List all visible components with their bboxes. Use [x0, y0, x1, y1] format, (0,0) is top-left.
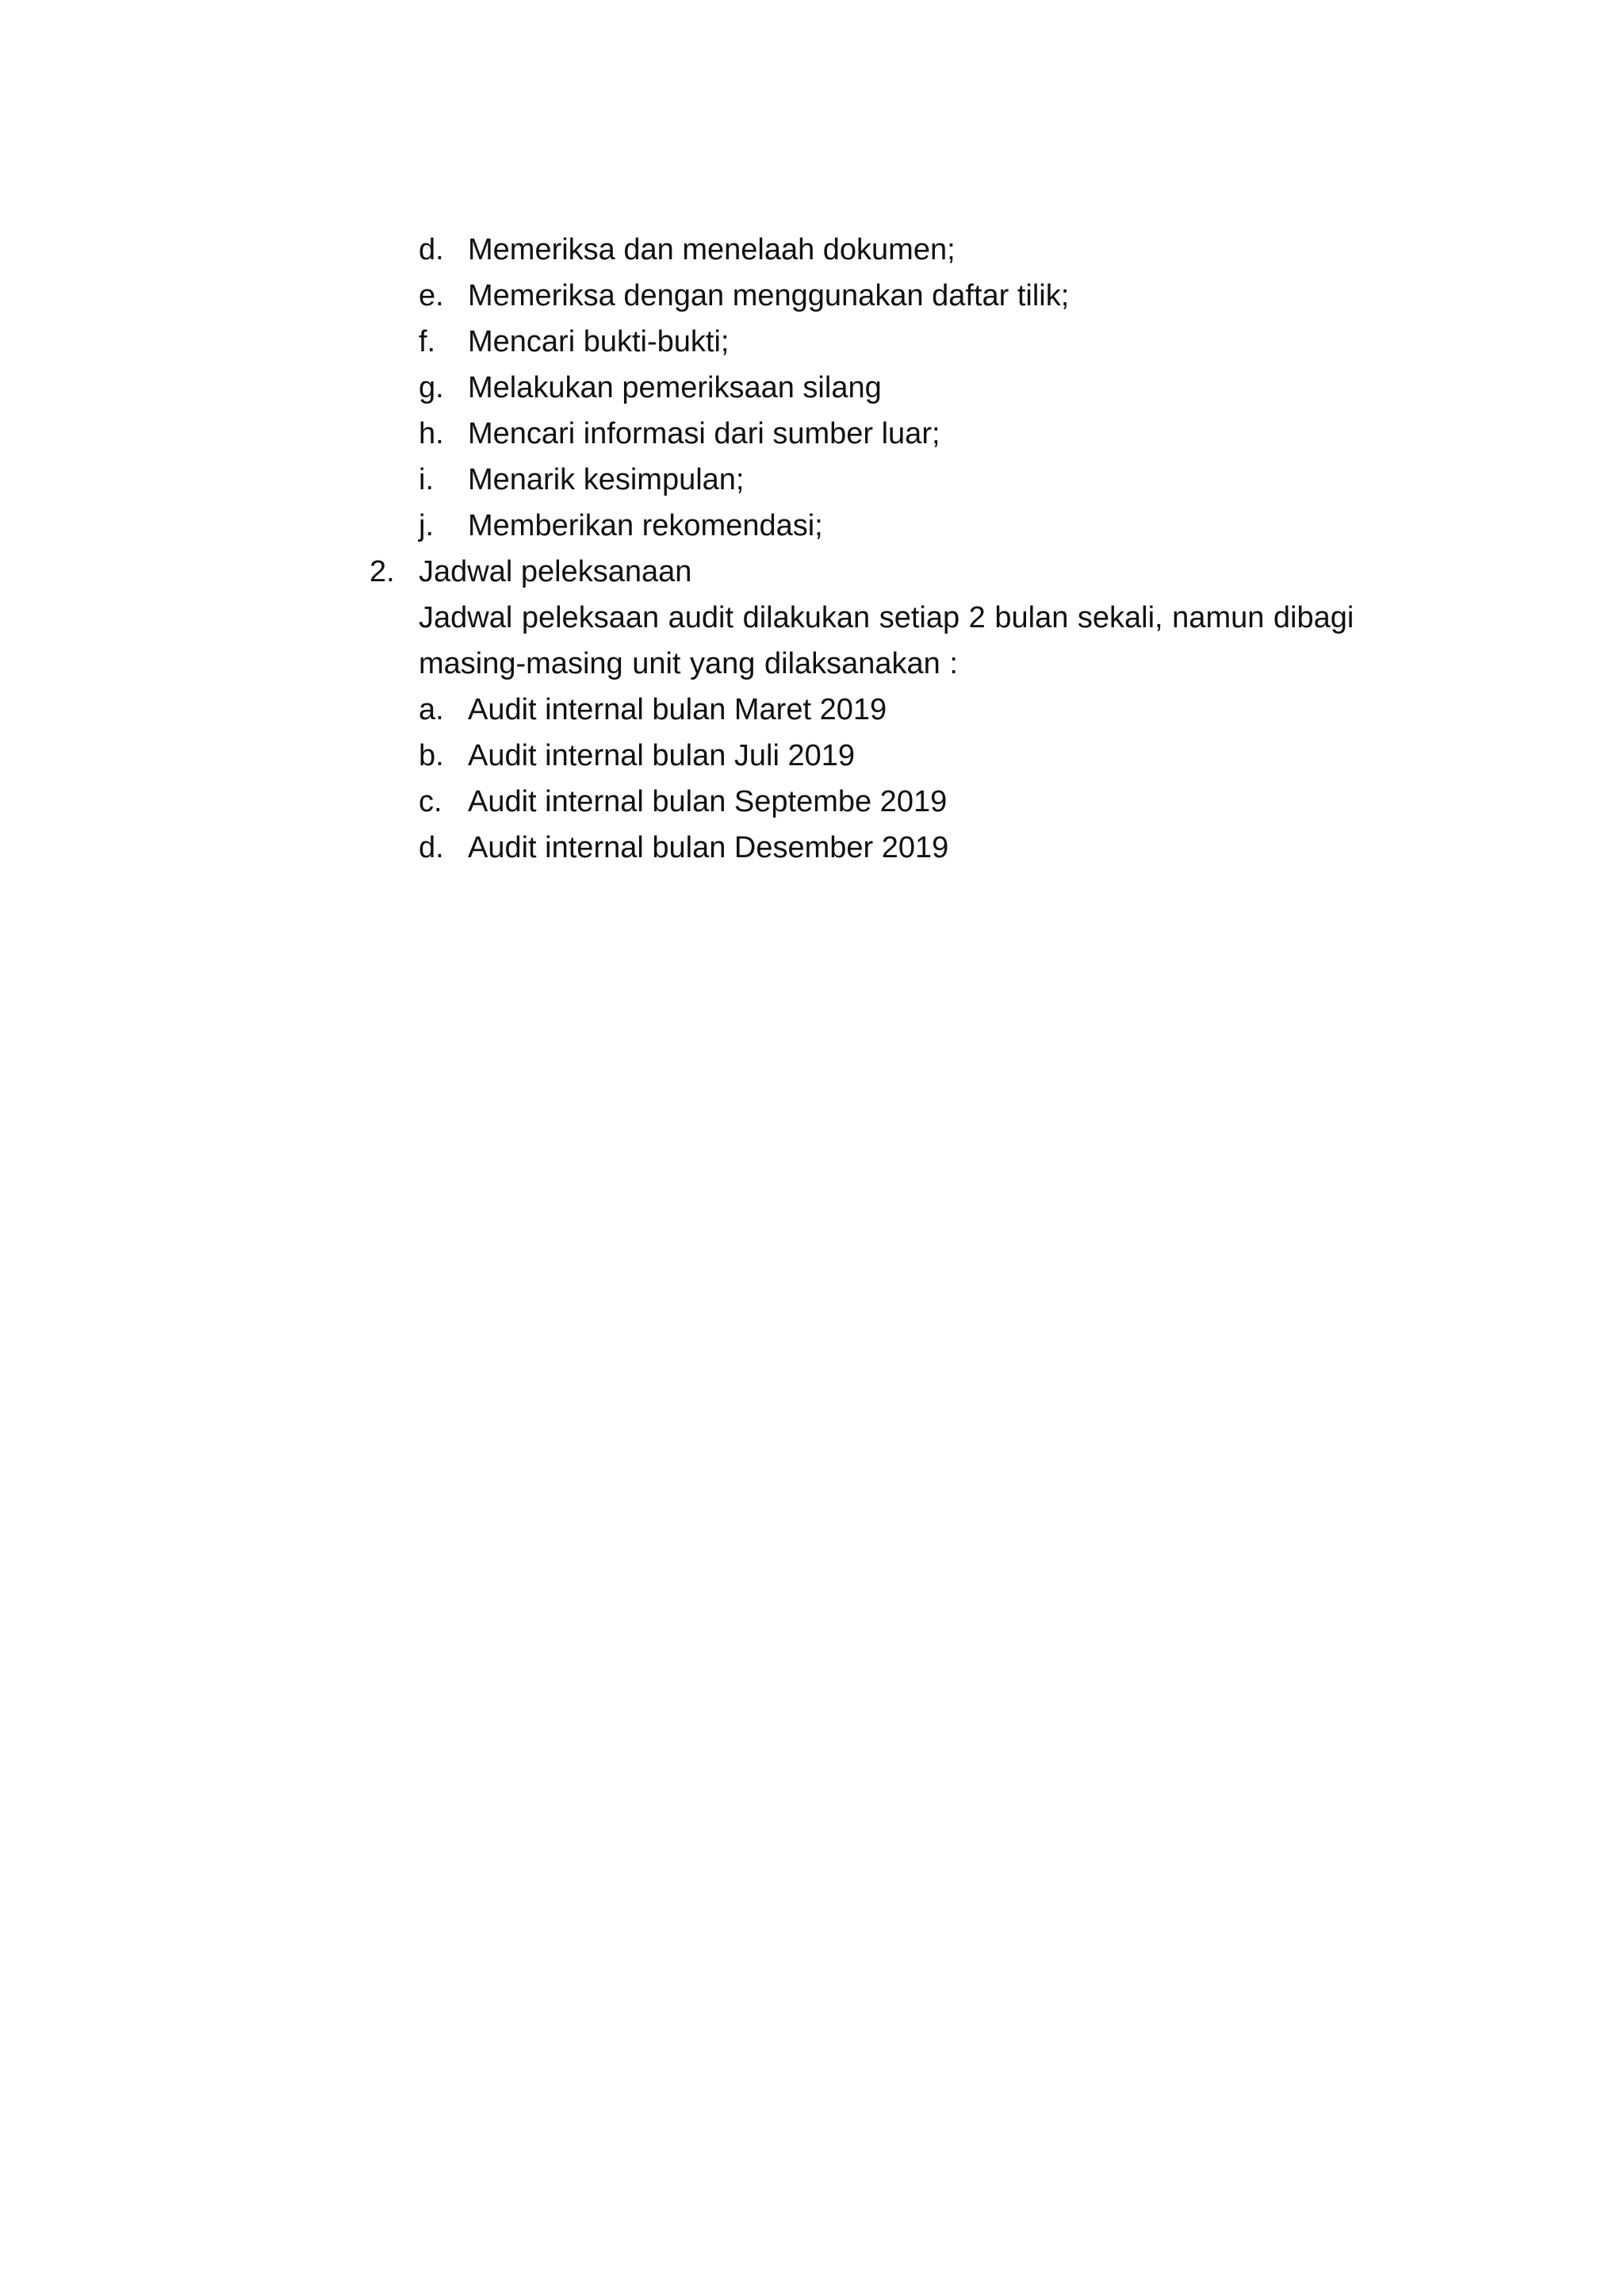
list-item: [370, 227, 1448, 273]
list-text: Audit internal bulan Septembe 2019: [468, 785, 948, 818]
list-text: Audit internal bulan Maret 2019: [468, 693, 887, 726]
paragraph-line: masing-masing unit yang dilaksanakan :: [419, 647, 958, 680]
list-marker: c.: [419, 785, 442, 818]
list-text: Memberikan rekomendasi;: [468, 509, 823, 542]
list-item: [370, 457, 1448, 503]
list-text: Memeriksa dan menelaah dokumen;: [468, 233, 956, 266]
list-text: Menarik kesimpulan;: [468, 463, 745, 496]
list-marker: h.: [419, 417, 444, 450]
list-marker: i.: [419, 463, 434, 496]
schedule-item: [370, 687, 1448, 733]
list-item: [370, 365, 1448, 411]
schedule-item: [370, 733, 1448, 779]
list-item: [370, 319, 1448, 365]
list-text: Audit internal bulan Juli 2019: [468, 739, 856, 772]
list-marker: j.: [419, 509, 434, 542]
list-text: Mencari informasi dari sumber luar;: [468, 417, 940, 450]
schedule-item: [370, 825, 1448, 871]
section-title: Jadwal peleksanaan: [419, 555, 692, 588]
section-number: 2.: [370, 555, 395, 588]
list-marker: d.: [419, 831, 444, 864]
list-item: [370, 411, 1448, 457]
list-marker: g.: [419, 371, 444, 404]
list-item: [370, 503, 1448, 549]
list-item: [370, 273, 1448, 319]
list-text: Melakukan pemeriksaan silang: [468, 371, 882, 404]
section-heading: [370, 549, 1448, 595]
document-content: [370, 227, 1448, 871]
list-text: Mencari bukti-bukti;: [468, 325, 730, 358]
list-text: Audit internal bulan Desember 2019: [468, 831, 949, 864]
list-text: Memeriksa dengan menggunakan daftar tilik;: [468, 279, 1070, 312]
list-marker: b.: [419, 739, 444, 772]
list-marker: a.: [419, 693, 444, 726]
list-marker: d.: [419, 233, 444, 266]
paragraph-line: Jadwal peleksaan audit dilakukan setiap 2 bulan sekali, namun dibagi: [419, 601, 1354, 634]
schedule-item: [370, 779, 1448, 825]
list-marker: e.: [419, 279, 444, 312]
section-paragraph: [419, 595, 1402, 687]
list-marker: f.: [419, 325, 436, 358]
